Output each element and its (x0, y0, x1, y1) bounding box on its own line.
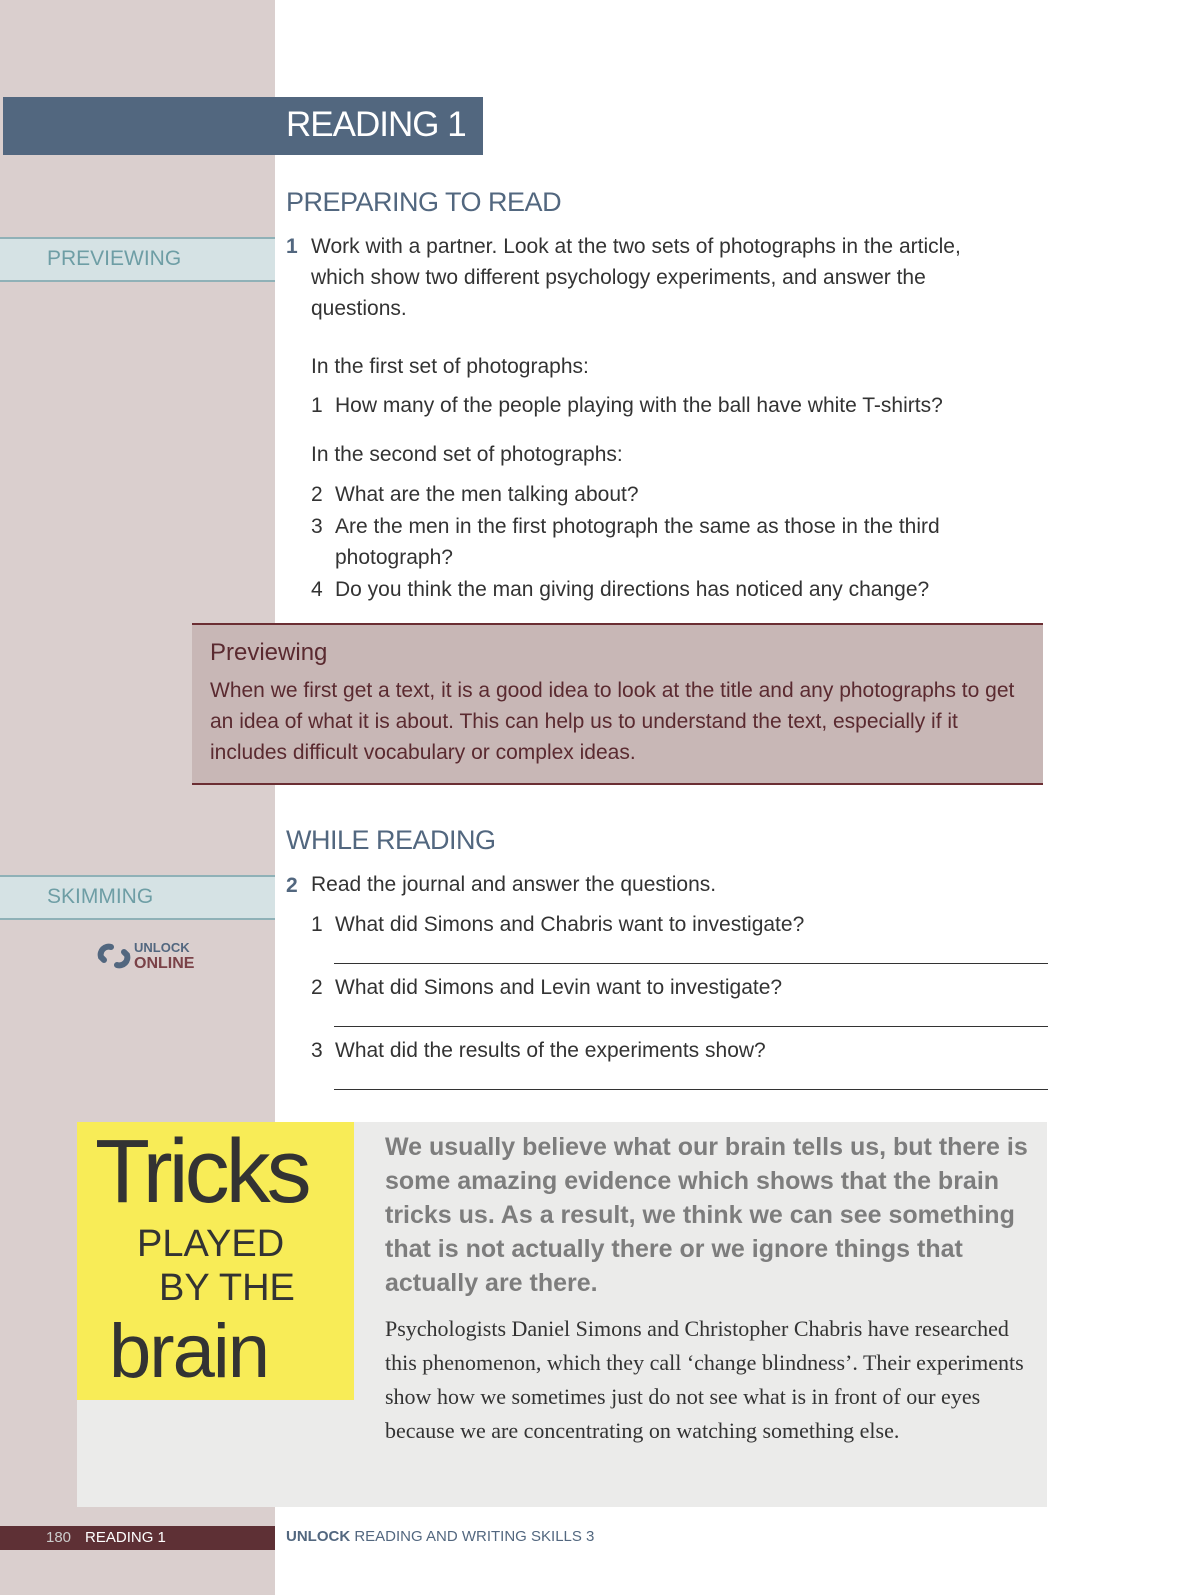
question: What are the men talking about? (335, 483, 639, 506)
title-brain: brain (109, 1309, 268, 1394)
previewing-tag: PREVIEWING (0, 237, 275, 282)
question: Are the men in the first photograph the same as those in the third photograph? (335, 515, 940, 569)
while-reading-heading: WHILE READING (286, 825, 496, 855)
article-text (385, 1130, 1040, 1448)
tip-box (192, 623, 1043, 785)
question-number: 1 (311, 394, 323, 417)
question: What did Simons and Chabris want to investigate? (335, 913, 805, 936)
exercise-instruction: Read the journal and answer the questions. (311, 873, 717, 896)
exercise-instruction: Work with a partner. Look at the two sets of photographs in the article, which show two different psychology experiments, and answer the questions. (311, 235, 961, 320)
title-played: PLAYED (137, 1223, 285, 1265)
page-number: 180 (46, 1529, 72, 1546)
question: How many of the people playing with the ball have white T-shirts? (335, 394, 943, 417)
section-banner (3, 97, 483, 155)
exercise-number: 1 (286, 235, 298, 258)
question: Do you think the man giving directions has noticed any change? (335, 578, 930, 601)
article-title-block (77, 1122, 354, 1400)
tip-body: When we first get a text, it is a good idea to look at the title and any photographs to get an idea of what it is about. This can help us to understand the text, especially if it includes difficult vocabulary or complex ideas. (210, 679, 1015, 764)
tip-title: Previewing (210, 639, 328, 666)
unlock-online-badge[interactable] (97, 940, 194, 972)
question-number: 2 (311, 483, 323, 506)
exercise-number: 2 (286, 874, 298, 897)
question: What did Simons and Levin want to investigate? (335, 976, 783, 999)
link-icon (97, 941, 131, 971)
title-tricks: Tricks (95, 1122, 308, 1222)
question: What did the results of the experiments show? (335, 1039, 766, 1062)
article-intro: We usually believe what our brain tells us, but there is some amazing evidence which shows that the brain tricks us. As a result, we think we can see something that is not actually there or we ignore things that actually are there. (385, 1133, 1028, 1297)
footer-left (0, 1526, 275, 1550)
footer-book-title: READING AND WRITING SKILLS 3 (354, 1528, 595, 1545)
skimming-tag: SKIMMING (0, 875, 275, 920)
unlock-text: UNLOCK (134, 940, 190, 955)
online-text: ONLINE (134, 955, 195, 972)
answer-line[interactable] (334, 1089, 1048, 1090)
question-number: 4 (311, 578, 323, 601)
footer-section: READING 1 (85, 1529, 166, 1546)
question-number: 3 (311, 515, 323, 538)
set2-label: In the second set of photographs: (311, 443, 623, 466)
section-title: READING 1 (286, 105, 466, 144)
answer-line[interactable] (334, 963, 1048, 964)
question-number: 1 (311, 913, 323, 936)
title-by-the: BY THE (159, 1267, 295, 1309)
answer-line[interactable] (334, 1026, 1048, 1027)
footer-brand: UNLOCK (286, 1528, 351, 1545)
set1-label: In the first set of photographs: (311, 355, 589, 378)
question-number: 2 (311, 976, 323, 999)
preparing-heading: PREPARING TO READ (286, 187, 562, 217)
question-number: 3 (311, 1039, 323, 1062)
article-body: Psychologists Daniel Simons and Christopher Chabris have researched this phenomenon, which they call ‘change blindness’. Their experiments show how we sometimes just do not see what is in front of our eyes because we are concentrating on watching something else. (385, 1316, 1024, 1443)
footer-right (286, 1528, 594, 1545)
